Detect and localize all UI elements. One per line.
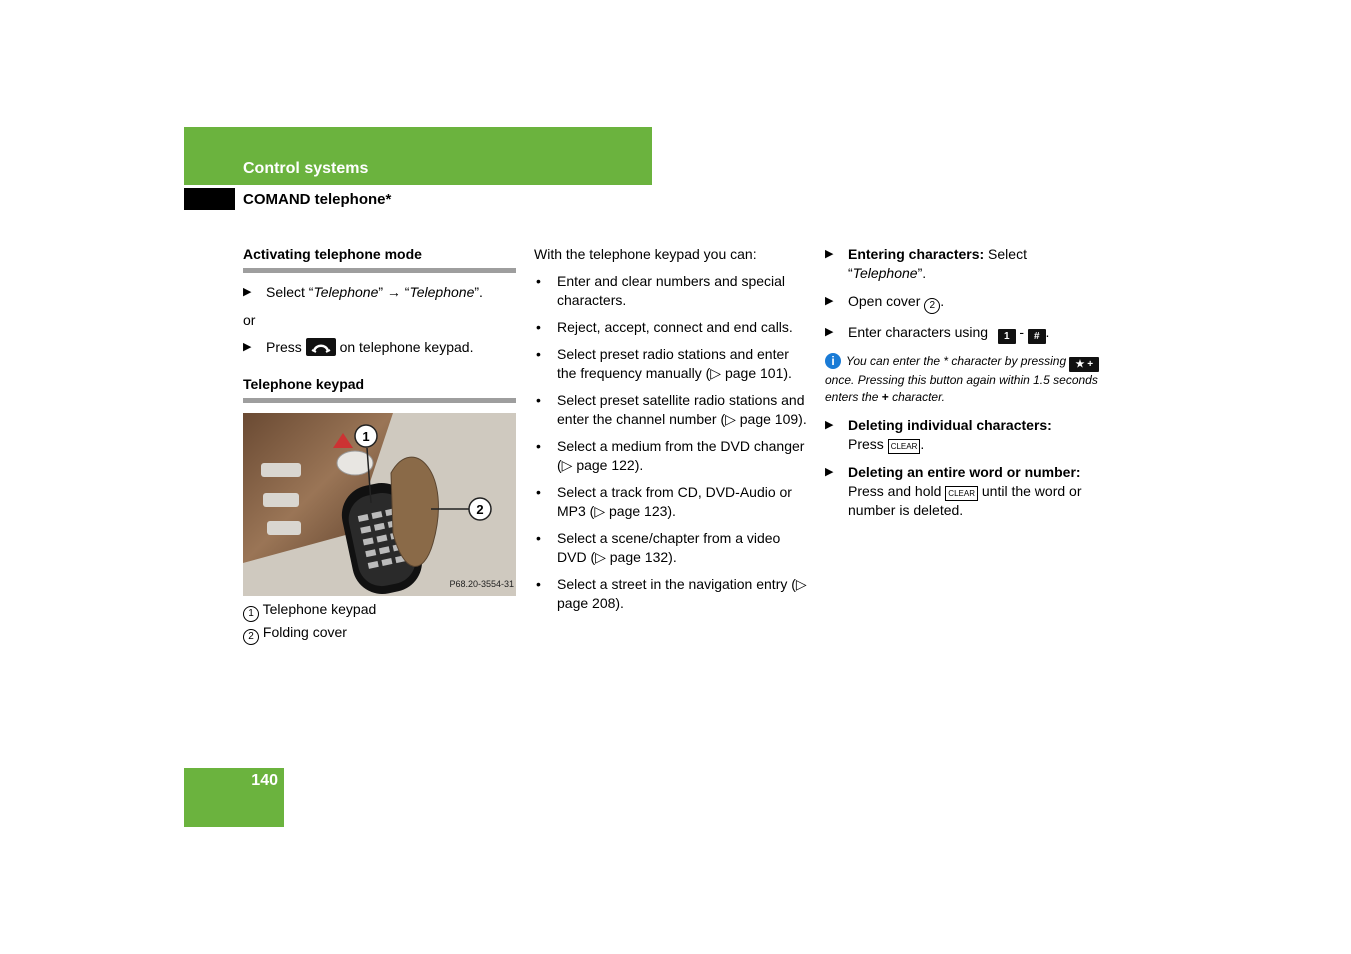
column-right [825,245,1100,529]
list-item: • Select preset radio stations and enter the frequency manually (▷ page 101). [536,346,792,381]
list-item: • Enter and clear numbers and special characters. [536,273,786,308]
step-open-cover: ▶ Open cover 2 . [825,292,1100,314]
list-item: • Select preset satellite radio stations and enter the channel number (▷ page 109). [536,392,807,427]
key-hash-icon: # [1028,329,1046,344]
step-arrow-icon: ▶ [243,341,252,353]
step-delete-character: ▶ Deleting individual characters: Press CLEAR . [825,417,1052,452]
callout-2: 2 [476,502,484,517]
step-arrow-icon: ▶ [243,286,252,298]
list-item: • Select a scene/chapter from a video DVD (▷ page 132). [536,530,781,565]
callout-1: 1 [362,429,370,444]
or-text: or [243,312,256,328]
legend-item: 1 Telephone keypad [243,600,516,622]
heading-telephone-keypad: Telephone keypad [243,375,516,403]
column-left [243,245,516,646]
section-title: Control systems [243,160,369,177]
info-note: i You can enter the * character by pressing ★ + once. Pressing this button again within 1.5 seconds enters the + character. [825,354,1098,404]
step-arrow-icon: ▶ [825,466,834,478]
list-item: • Select a track from CD, DVD-Audio or MP3 (▷ page 123). [536,484,792,519]
clear-key-icon: CLEAR [888,439,921,454]
clear-key-icon: CLEAR [945,486,978,501]
key-star-icon: ★ + [1069,357,1099,372]
telephone-keypad-photo [243,413,516,596]
step-arrow-icon: ▶ [825,295,834,307]
step-arrow-icon: ▶ [825,248,834,260]
step-delete-word: ▶ Deleting an entire word or number: Press and hold CLEAR until the word or number is deleted. [825,464,1082,518]
list-item: • Select a street in the navigation entry (▷ page 208). [536,576,807,611]
heading-activating-telephone: Activating telephone mode [243,245,516,273]
section-subtitle: COMAND telephone* [243,191,392,208]
key-1-icon: 1 [998,329,1016,344]
step-select-telephone: ▶ Select “Telephone” → “Telephone”. [243,284,483,300]
keypad-intro: With the telephone keypad you can: [534,246,757,262]
list-item: • Reject, accept, connect and end calls. [536,319,793,335]
legend-item: 2 Folding cover [243,623,516,645]
phone-key-icon [306,338,336,356]
figure-reference: P68.20-3554-31 [449,579,514,589]
figure-legend [243,600,516,645]
column-middle [534,245,809,621]
list-item: • Select a medium from the DVD changer (▷ page 122). [536,438,805,473]
section-tab-marker [184,188,235,210]
step-arrow-icon: ▶ [825,419,834,431]
step-entering-characters: ▶ Entering characters: Select “Telephone”. [825,246,1027,281]
info-icon: i [825,353,841,369]
page-number: 140 [251,772,278,789]
step-arrow-icon: ▶ [825,326,834,338]
step-enter-characters: ▶ Enter characters using 1 - # . [825,324,1050,342]
step-press-phone-key: ▶ Press on telephone keypad. [243,339,474,355]
